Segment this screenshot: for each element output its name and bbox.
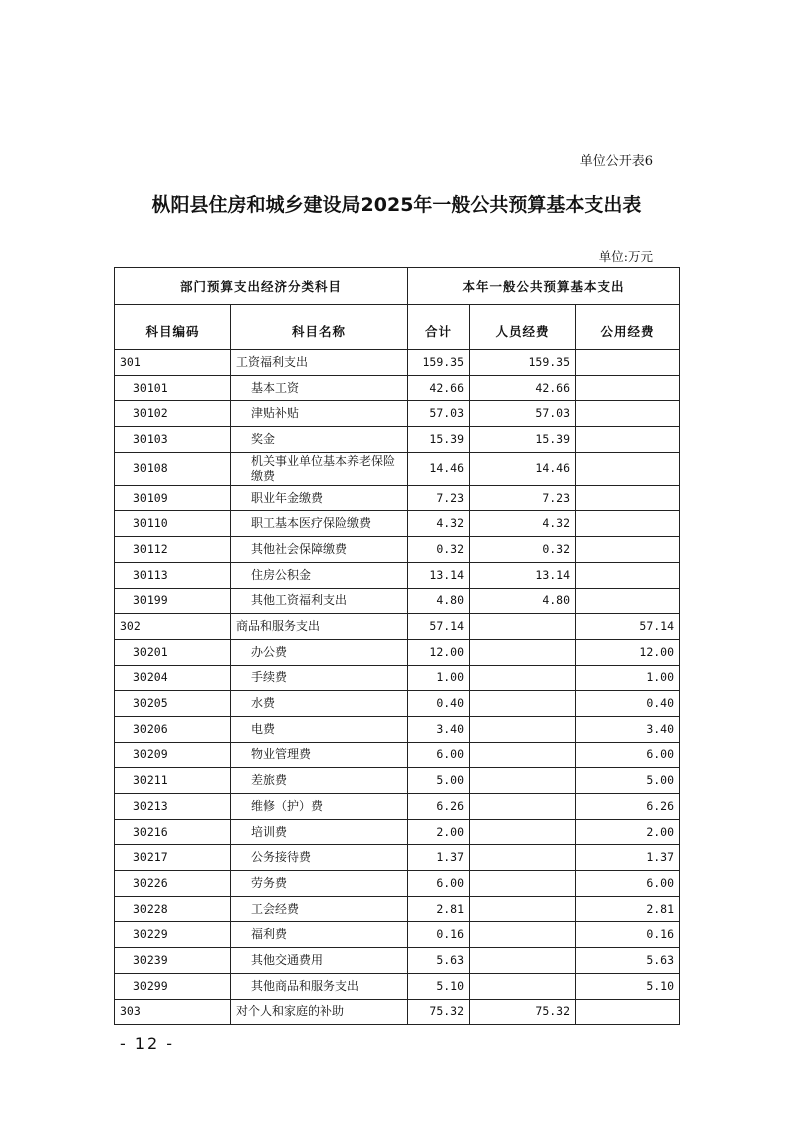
table-row (115, 537, 680, 563)
row-personnel (470, 691, 576, 717)
row-code: 30204 (115, 665, 231, 691)
row-personnel: 4.32 (470, 511, 576, 537)
row-total: 75.32 (408, 999, 470, 1025)
row-code: 30228 (115, 896, 231, 922)
table-row (115, 375, 680, 401)
row-code: 30239 (115, 948, 231, 974)
row-public: 0.40 (576, 691, 680, 717)
row-name: 办公费 (231, 639, 408, 665)
row-code: 30211 (115, 768, 231, 794)
row-total: 7.23 (408, 485, 470, 511)
row-code: 30110 (115, 511, 231, 537)
table-row (115, 427, 680, 453)
row-name: 其他社会保障缴费 (231, 537, 408, 563)
row-name: 物业管理费 (231, 742, 408, 768)
document-title: 枞阳县住房和城乡建设局2025年一般公共预算基本支出表 (151, 194, 642, 216)
row-code: 30217 (115, 845, 231, 871)
row-personnel: 0.32 (470, 537, 576, 563)
row-personnel: 159.35 (470, 350, 576, 376)
row-code: 30112 (115, 537, 231, 563)
row-public: 6.00 (576, 871, 680, 897)
row-public: 57.14 (576, 614, 680, 640)
row-code: 30109 (115, 485, 231, 511)
row-personnel: 4.80 (470, 588, 576, 614)
column-header-total: 合计 (408, 305, 470, 350)
row-name: 其他工资福利支出 (231, 588, 408, 614)
table-row (115, 716, 680, 742)
row-total: 2.00 (408, 819, 470, 845)
table-row (115, 742, 680, 768)
row-public: 6.26 (576, 794, 680, 820)
row-public (576, 375, 680, 401)
row-public (576, 511, 680, 537)
row-public (576, 427, 680, 453)
column-header-personnel: 人员经费 (470, 305, 576, 350)
row-total: 12.00 (408, 639, 470, 665)
row-total: 0.16 (408, 922, 470, 948)
row-personnel: 57.03 (470, 401, 576, 427)
table-row (115, 401, 680, 427)
row-name: 差旅费 (231, 768, 408, 794)
row-personnel (470, 716, 576, 742)
table-row (115, 973, 680, 999)
row-name: 商品和服务支出 (231, 614, 408, 640)
row-public: 1.00 (576, 665, 680, 691)
table-row (115, 845, 680, 871)
row-total: 3.40 (408, 716, 470, 742)
row-code: 30201 (115, 639, 231, 665)
table-row (115, 794, 680, 820)
row-personnel (470, 768, 576, 794)
row-name: 津贴补贴 (231, 401, 408, 427)
table-row (115, 350, 680, 376)
row-total: 1.00 (408, 665, 470, 691)
table-row (115, 485, 680, 511)
row-total: 5.63 (408, 948, 470, 974)
table-row (115, 665, 680, 691)
table-row (115, 691, 680, 717)
row-personnel (470, 614, 576, 640)
row-public: 6.00 (576, 742, 680, 768)
row-name: 培训费 (231, 819, 408, 845)
column-header-name: 科目名称 (231, 305, 408, 350)
row-total: 4.80 (408, 588, 470, 614)
row-code: 30299 (115, 973, 231, 999)
row-code: 301 (115, 350, 231, 376)
page-number: - 12 - (120, 1034, 175, 1053)
table-row (115, 922, 680, 948)
row-total: 0.32 (408, 537, 470, 563)
row-personnel (470, 819, 576, 845)
table-row (115, 768, 680, 794)
budget-table (114, 267, 680, 1025)
row-name: 福利费 (231, 922, 408, 948)
row-personnel: 15.39 (470, 427, 576, 453)
row-public (576, 350, 680, 376)
row-code: 30103 (115, 427, 231, 453)
row-name: 劳务费 (231, 871, 408, 897)
header-column-row (115, 305, 680, 350)
row-personnel (470, 871, 576, 897)
row-public: 12.00 (576, 639, 680, 665)
row-total: 42.66 (408, 375, 470, 401)
row-total: 1.37 (408, 845, 470, 871)
column-header-code: 科目编码 (115, 305, 231, 350)
row-name: 工资福利支出 (231, 350, 408, 376)
table-row (115, 819, 680, 845)
table-row (115, 562, 680, 588)
row-total: 4.32 (408, 511, 470, 537)
row-public: 2.81 (576, 896, 680, 922)
row-public: 1.37 (576, 845, 680, 871)
table-row (115, 511, 680, 537)
row-personnel (470, 742, 576, 768)
row-name: 住房公积金 (231, 562, 408, 588)
row-name: 其他商品和服务支出 (231, 973, 408, 999)
row-personnel (470, 794, 576, 820)
row-name: 公务接待费 (231, 845, 408, 871)
row-public: 5.63 (576, 948, 680, 974)
row-total: 0.40 (408, 691, 470, 717)
row-total: 57.14 (408, 614, 470, 640)
row-code: 30113 (115, 562, 231, 588)
row-code: 30205 (115, 691, 231, 717)
row-name: 职业年金缴费 (231, 485, 408, 511)
row-personnel (470, 639, 576, 665)
row-code: 30101 (115, 375, 231, 401)
row-public: 5.00 (576, 768, 680, 794)
row-code: 30226 (115, 871, 231, 897)
row-public (576, 401, 680, 427)
row-total: 5.10 (408, 973, 470, 999)
table-row (115, 588, 680, 614)
row-total: 159.35 (408, 350, 470, 376)
column-header-public: 公用经费 (576, 305, 680, 350)
row-public (576, 537, 680, 563)
row-name: 其他交通费用 (231, 948, 408, 974)
row-personnel: 13.14 (470, 562, 576, 588)
row-code: 30209 (115, 742, 231, 768)
row-code: 30199 (115, 588, 231, 614)
row-personnel: 7.23 (470, 485, 576, 511)
header-group-row (115, 268, 680, 305)
row-code: 30216 (115, 819, 231, 845)
table-row (115, 948, 680, 974)
row-code: 30229 (115, 922, 231, 948)
row-name: 电费 (231, 716, 408, 742)
row-name: 维修（护）费 (231, 794, 408, 820)
row-public (576, 999, 680, 1025)
unit-label: 单位:万元 (598, 249, 653, 264)
table-header (115, 268, 680, 350)
row-total: 2.81 (408, 896, 470, 922)
row-total: 14.46 (408, 452, 470, 485)
row-personnel (470, 922, 576, 948)
row-public (576, 588, 680, 614)
row-total: 57.03 (408, 401, 470, 427)
row-name: 职工基本医疗保险缴费 (231, 511, 408, 537)
row-total: 15.39 (408, 427, 470, 453)
row-public: 2.00 (576, 819, 680, 845)
row-public (576, 562, 680, 588)
row-code: 30102 (115, 401, 231, 427)
row-code: 30206 (115, 716, 231, 742)
group-header-basic-expenditure: 本年一般公共预算基本支出 (408, 268, 680, 305)
table-row (115, 871, 680, 897)
group-header-economic-category: 部门预算支出经济分类科目 (115, 268, 408, 305)
row-total: 6.00 (408, 742, 470, 768)
row-personnel: 14.46 (470, 452, 576, 485)
row-total: 5.00 (408, 768, 470, 794)
row-code: 30213 (115, 794, 231, 820)
row-name: 手续费 (231, 665, 408, 691)
row-total: 13.14 (408, 562, 470, 588)
row-personnel: 42.66 (470, 375, 576, 401)
row-personnel: 75.32 (470, 999, 576, 1025)
row-personnel (470, 948, 576, 974)
row-public: 3.40 (576, 716, 680, 742)
row-name: 对个人和家庭的补助 (231, 999, 408, 1025)
row-public (576, 485, 680, 511)
row-name: 机关事业单位基本养老保险缴费 (231, 452, 408, 485)
table-row (115, 639, 680, 665)
row-name: 奖金 (231, 427, 408, 453)
row-personnel (470, 845, 576, 871)
table-number-label: 单位公开表6 (579, 154, 653, 169)
row-code: 303 (115, 999, 231, 1025)
row-personnel (470, 896, 576, 922)
table-row (115, 452, 680, 485)
table-row (115, 896, 680, 922)
row-total: 6.00 (408, 871, 470, 897)
row-total: 6.26 (408, 794, 470, 820)
row-code: 302 (115, 614, 231, 640)
row-name: 基本工资 (231, 375, 408, 401)
row-public: 0.16 (576, 922, 680, 948)
table-row (115, 614, 680, 640)
row-personnel (470, 665, 576, 691)
row-public (576, 452, 680, 485)
row-name: 工会经费 (231, 896, 408, 922)
row-public: 5.10 (576, 973, 680, 999)
row-name: 水费 (231, 691, 408, 717)
row-personnel (470, 973, 576, 999)
row-code: 30108 (115, 452, 231, 485)
table-body (115, 350, 680, 1025)
table-row (115, 999, 680, 1025)
